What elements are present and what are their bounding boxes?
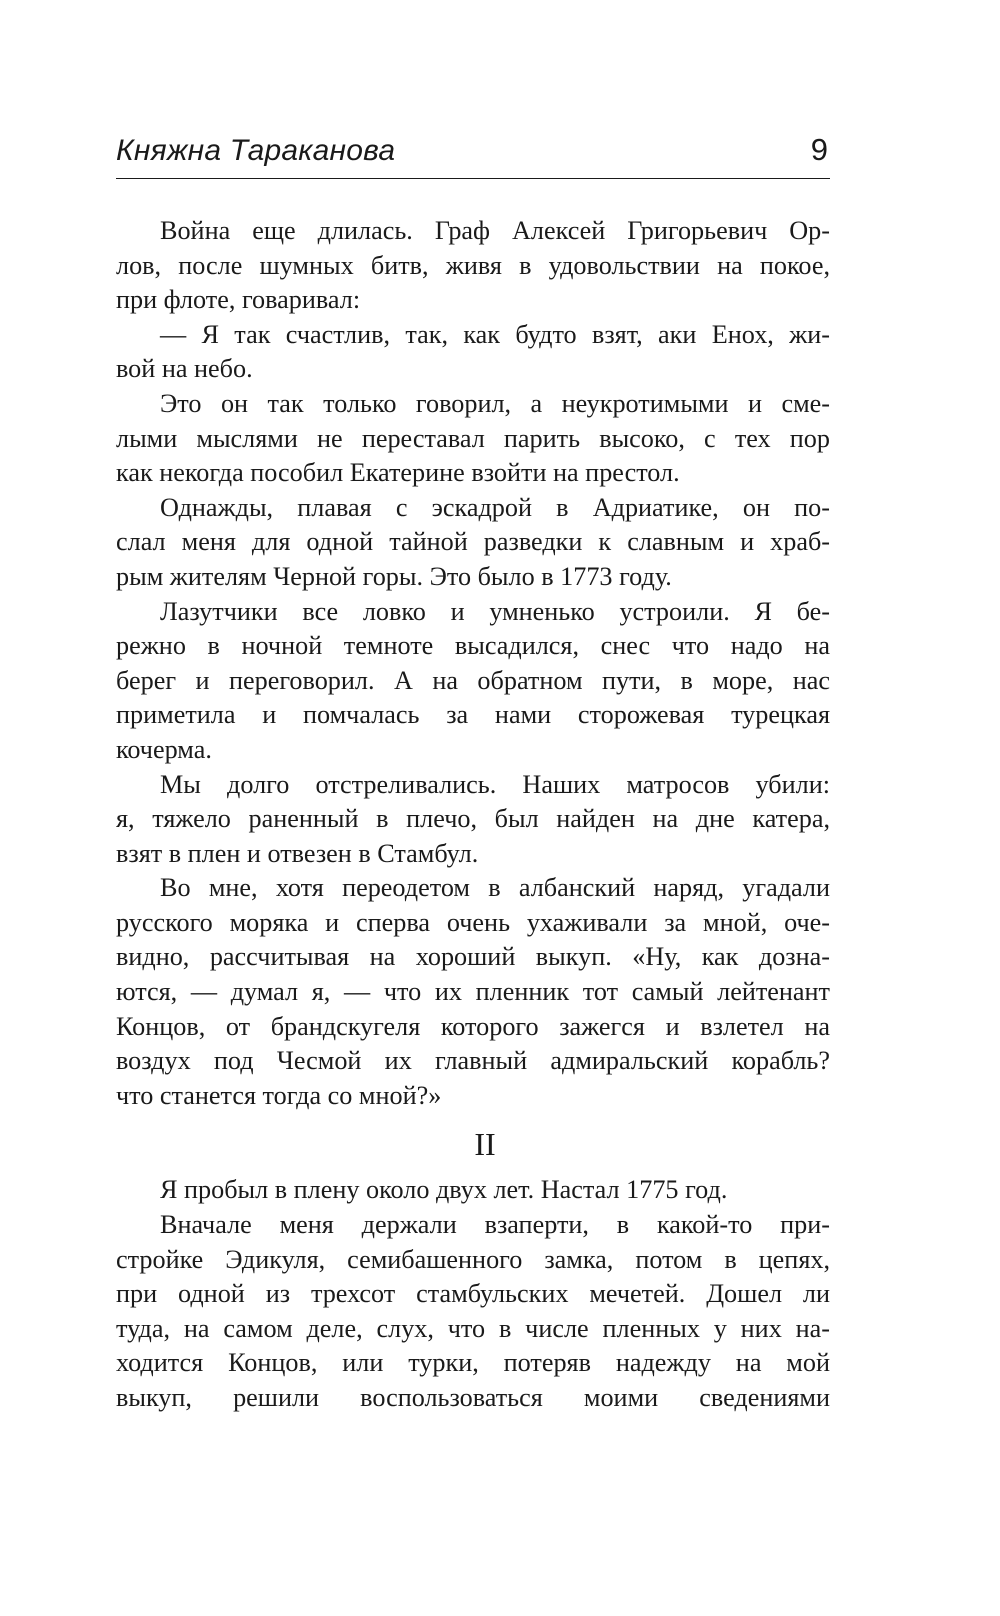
text-line: при одной из трехсот стамбульских мечетей. Дошел ли [116,1279,830,1309]
text-line: ются, — думал я, — что их пленник тот самый лейтенант [116,977,830,1007]
section-2-text [116,1173,830,1415]
text-line: лов, после шумных битв, живя в удовольствии на покое, [116,250,830,280]
text-line: как некогда пособил Екатерине взойти на престол. [116,458,680,488]
text-line: ходится Концов, или турки, потеряв надежду на мой [116,1348,830,1378]
text-line: — Я так счастлив, так, как будто взят, аки Енох, жи- [160,319,830,349]
text-line: туда, на самом деле, слух, что в числе пленных у них на- [116,1313,830,1343]
text-line: Война еще длилась. Граф Алексей Григорьевич Ор- [160,216,830,245]
text-line: Мы долго отстреливались. Наших матросов убили: [160,769,830,799]
body-text [116,214,830,1416]
text-line: слал меня для одной тайной разведки к славным и храб- [116,527,830,557]
text-line: Однажды, плавая с эскадрой в Адриатике, он по- [160,492,830,522]
running-title: Княжна Тараканова [116,134,396,167]
text-line: рым жителям Черной горы. Это было в 1773 году. [116,561,672,591]
text-line: приметила и помчалась за нами сторожевая турецкая [116,700,830,730]
text-line: Лазутчики все ловко и умненько устроили. Я бе- [160,596,830,626]
text-line: вой на небо. [116,354,253,384]
text-line: Вначале меня держали взаперти, в какой-то при- [160,1210,830,1240]
text-line: стройке Эдикуля, семибашенного замка, потом в цепях, [116,1244,830,1274]
text-line: Во мне, хотя переодетом в албанский наряд, угадали [160,873,830,903]
page-number: 9 [810,132,828,167]
section-heading: II [474,1126,496,1163]
text-line: лыми мыслями не переставал парить высоко, с тех пор [116,423,830,453]
text-line: Концов, от брандскугеля которого зажегся и взлетел на [116,1011,830,1041]
text-line: взят в плен и отвезен в Стамбул. [116,838,479,868]
text-line: кочерма. [116,734,212,764]
text-line: выкуп, решили воспользоваться моими сведениями [116,1383,830,1412]
text-line: что станется тогда со мной?» [116,1080,442,1110]
text-line: при флоте, говаривал: [116,285,361,315]
text-line: Я пробыл в плену около двух лет. Настал 1775 год. [160,1175,728,1205]
text-line: русского моряка и сперва очень ухаживали за мной, оче- [116,907,830,937]
text-line: режно в ночной темноте высадился, снес что надо на [116,631,830,661]
text-line: я, тяжело раненный в плечо, был найден на дне катера, [116,804,830,834]
text-line: Это он так только говорил, а неукротимыми и сме- [160,388,830,418]
section-1-text [116,214,830,1113]
text-line: видно, рассчитывая на хороший выкуп. «Ну, как дозна- [116,942,830,972]
text-line: воздух под Чесмой их главный адмиральский корабль? [116,1046,830,1076]
running-header [116,122,830,179]
text-line: берег и переговорил. А на обратном пути, в море, нас [116,665,830,695]
